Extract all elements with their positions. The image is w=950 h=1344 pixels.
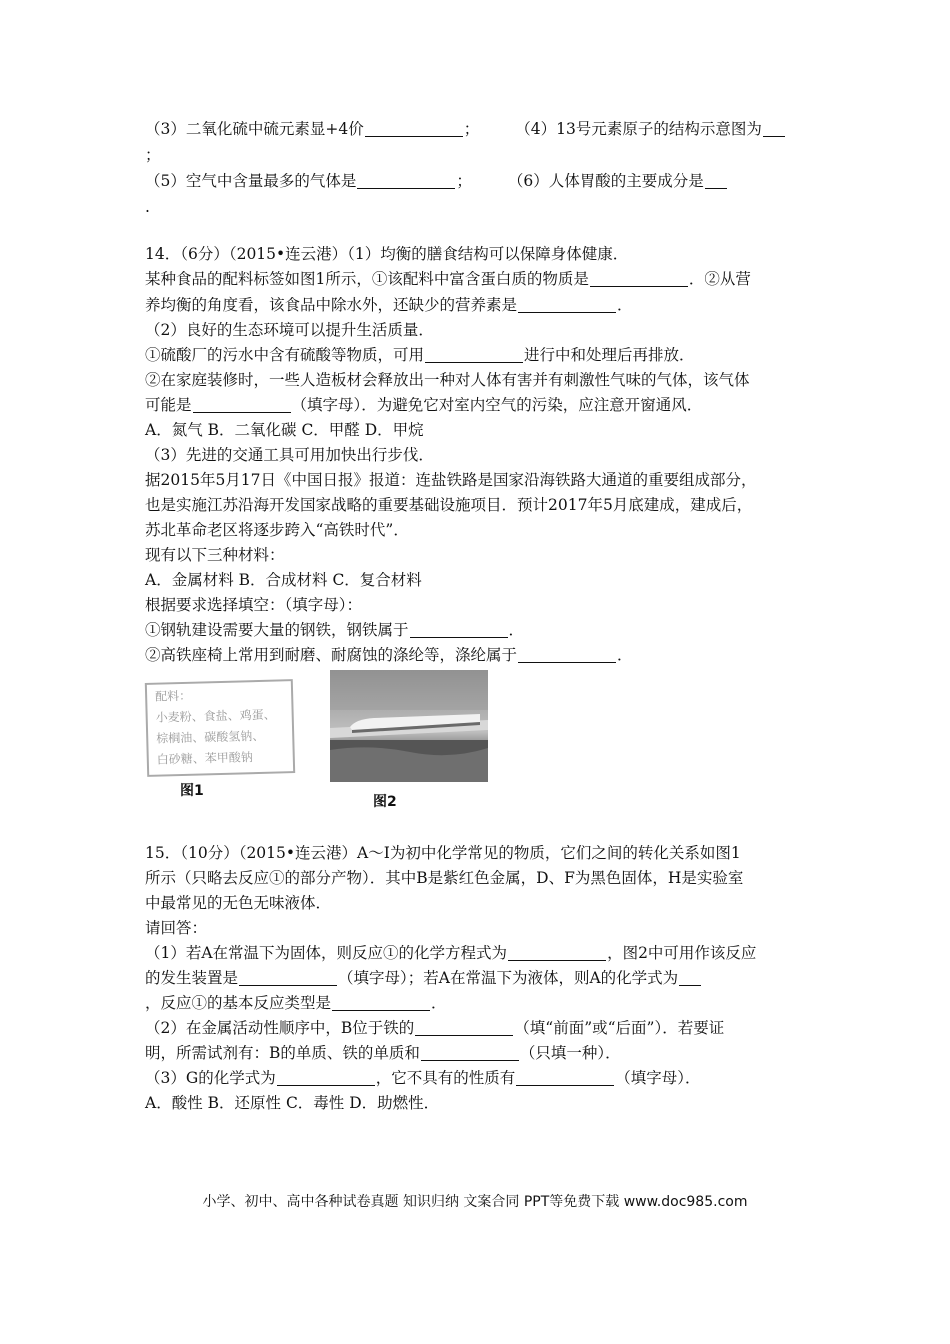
text: 某种食品的配料标签如图1所示，①该配料中富含蛋白质的物质是	[145, 270, 589, 288]
q13-line-6-end	[145, 196, 815, 218]
label-line: 白砂糖、苯甲酸钠	[156, 750, 253, 767]
text: 进行中和处理后再排放．	[524, 346, 695, 364]
q13-line-4-end	[145, 144, 815, 166]
q14-line: 现有以下三种材料：	[145, 546, 285, 564]
answer-blank[interactable]	[193, 396, 291, 413]
answer-blank[interactable]	[357, 172, 455, 189]
answer-blank[interactable]	[410, 621, 508, 638]
answer-blank[interactable]	[415, 1019, 513, 1036]
figure-2-caption: 图2	[373, 794, 397, 810]
q14-line	[145, 619, 815, 641]
q13-item-3: （3）二氧化硫中硫元素显+4价	[145, 120, 364, 138]
q15-options: A．酸性 B．还原性 C．毒性 D．助燃性．	[145, 1094, 440, 1112]
text: （3）G的化学式为	[145, 1069, 276, 1087]
separator: ；	[463, 120, 480, 138]
text: ②高铁座椅上常用到耐磨、耐腐蚀的涤纶等，涤纶属于	[145, 646, 518, 664]
text: （1）若A在常温下为固体，则反应①的化学方程式为	[145, 944, 508, 962]
text: （2）在金属活动性顺序中，B位于铁的	[145, 1019, 415, 1037]
text: （只填一种）．	[519, 1044, 621, 1062]
q14-line: 也是实施江苏沿海开发国家战略的重要基础设施项目．预计2017年5月底建成，建成后，	[145, 496, 753, 514]
figure-1-caption: 图1	[180, 783, 204, 799]
text: 明，所需试剂有：B的单质、铁的单质和	[145, 1044, 420, 1062]
q14-line: 苏北革命老区将逐步跨入“高铁时代”．	[145, 521, 409, 539]
answer-blank[interactable]	[239, 969, 337, 986]
label-line: 小麦粉、食盐、鸡蛋、	[155, 707, 276, 725]
q13-line-3-4	[145, 118, 815, 140]
q15-line: 所示（只略去反应①的部分产物）．其中B是紫红色金属，D、F为黑色固体，H是实验室	[145, 869, 744, 887]
answer-blank[interactable]	[518, 646, 616, 663]
q15-line	[145, 942, 815, 964]
text: 可能是	[145, 396, 192, 414]
q14-line: ②在家庭装修时，一些人造板材会释放出一种对人体有害并有刺激性气味的气体，该气体	[145, 371, 750, 389]
text: ，图2中可用作该反应	[607, 944, 757, 962]
text: ．	[617, 646, 633, 664]
q14-options: A．金属材料 B．合成材料 C．复合材料	[145, 571, 422, 589]
answer-blank[interactable]	[518, 296, 616, 313]
answer-blank[interactable]	[508, 944, 606, 961]
q13-item-4: （4）13号元素原子的结构示意图为	[515, 120, 762, 138]
text: （填“前面”或“后面”）．若要证	[514, 1019, 725, 1037]
answer-blank[interactable]	[277, 1069, 375, 1086]
text: （填字母）；若A在常温下为液体，则A的化学式为	[338, 969, 679, 987]
answer-blank[interactable]	[705, 172, 727, 189]
answer-blank[interactable]	[590, 270, 688, 287]
q15-line	[145, 992, 815, 1014]
page-footer: 小学、初中、高中各种试卷真题 知识归纳 文案合同 PPT等免费下载 www.doc985.com	[202, 1194, 748, 1210]
q14-options: A．氮气 B．二氧化碳 C．甲醛 D．甲烷	[145, 421, 424, 439]
text: ．②从营	[688, 270, 751, 288]
q14-line	[145, 394, 815, 416]
q14-line: （2）良好的生态环境可以提升生活质量．	[145, 321, 434, 339]
answer-blank[interactable]	[763, 120, 785, 137]
text: ，它不具有的性质有	[375, 1069, 516, 1087]
text: ，反应①的基本反应类型是	[145, 994, 332, 1012]
text: （填字母）．为避免它对室内空气的污染，应注意开窗通风．	[291, 396, 703, 414]
q15-line	[145, 967, 815, 989]
text: （填字母）．	[615, 1069, 701, 1087]
q14-heading: 14．（6分）（2015•连云港）（1）均衡的膳食结构可以保障身体健康．	[145, 245, 629, 263]
q13-item-6: （6）人体胃酸的主要成分是	[507, 172, 704, 190]
text: ．	[431, 994, 447, 1012]
train-image	[330, 670, 488, 782]
q15-line	[145, 1017, 815, 1039]
text: ．	[508, 621, 525, 639]
q14-line	[145, 344, 815, 366]
q15-line: 请回答：	[145, 919, 208, 937]
q14-line: 根据要求选择填空：（填字母）：	[145, 596, 363, 614]
line-end: .	[145, 198, 150, 216]
text: ①钢轨建设需要大量的钢铁，钢铁属于	[145, 621, 409, 639]
q15-line	[145, 1042, 815, 1064]
q14-line: 据2015年5月17日《中国日报》报道：连盐铁路是国家沿海铁路大通道的重要组成部分，	[145, 471, 757, 489]
text: ①硫酸厂的污水中含有硫酸等物质，可用	[145, 346, 425, 364]
figure-2-train-photo	[330, 670, 488, 782]
answer-blank[interactable]	[421, 1044, 519, 1061]
separator: ；	[456, 172, 472, 190]
answer-blank[interactable]	[332, 994, 430, 1011]
q15-heading: 15．（10分）（2015•连云港）A～I为初中化学常见的物质，它们之间的转化关系如图1	[145, 844, 741, 862]
answer-blank[interactable]	[365, 120, 463, 137]
q13-item-5: （5）空气中含量最多的气体是	[145, 172, 357, 190]
q14-line	[145, 268, 815, 290]
text: ．	[617, 296, 633, 314]
answer-blank[interactable]	[425, 346, 523, 363]
q13-line-5-6	[145, 170, 815, 192]
q14-line: （3）先进的交通工具可用加快出行步伐．	[145, 446, 434, 464]
figure-1-ingredient-label	[145, 679, 295, 777]
text: 养均衡的角度看，该食品中除水外，还缺少的营养素是	[145, 296, 518, 314]
q14-line	[145, 294, 815, 316]
text: 的发生装置是	[145, 969, 239, 987]
label-line: 配料：	[154, 688, 192, 704]
label-line: 棕榈油、碳酸氢钠、	[156, 728, 265, 746]
answer-blank[interactable]	[516, 1069, 614, 1086]
line-end: ；	[145, 146, 161, 164]
q15-line	[145, 1067, 815, 1089]
q14-line	[145, 644, 815, 666]
q15-line: 中最常见的无色无味液体．	[145, 894, 332, 912]
answer-blank[interactable]	[679, 969, 701, 986]
